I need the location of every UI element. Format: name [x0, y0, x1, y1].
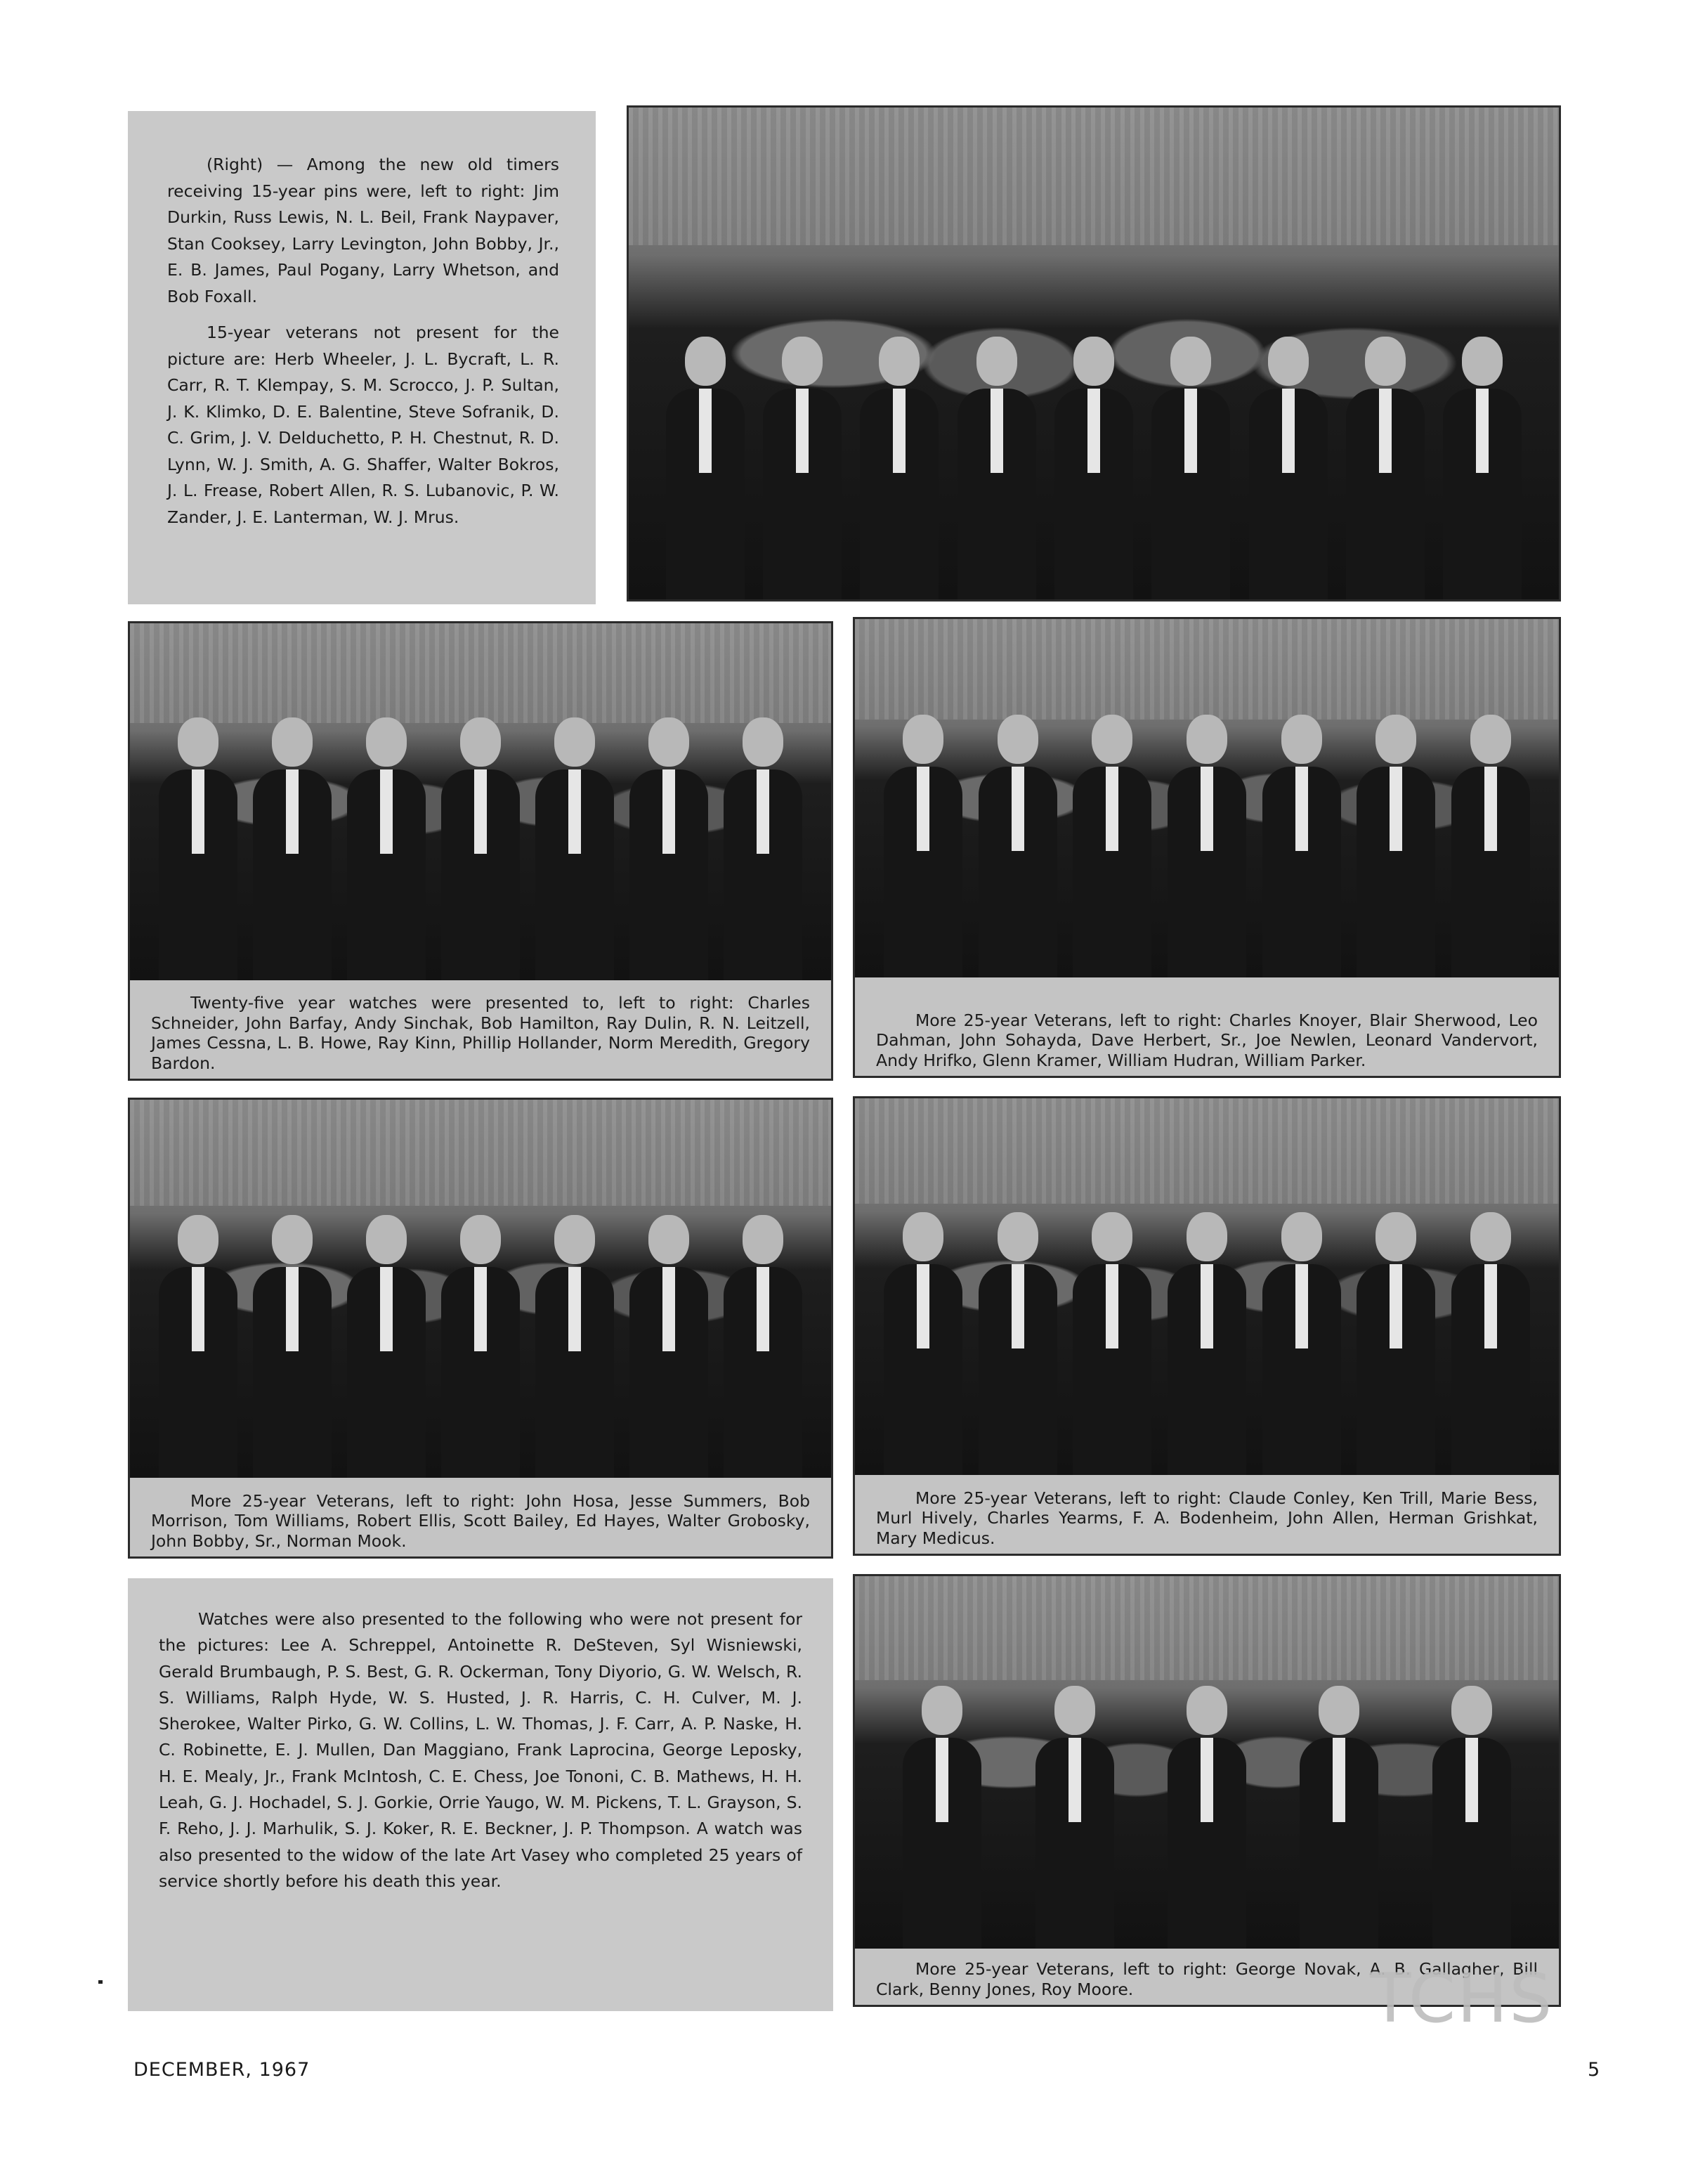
issue-date: DECEMBER, 1967	[133, 2059, 311, 2081]
group-photograph	[629, 108, 1559, 599]
photo-fifteen-year-group	[627, 105, 1561, 602]
page-number: 5	[1588, 2059, 1600, 2081]
photo-caption: More 25-year Veterans, left to right: John Hosa, Jesse Summers, Bob Morrison, Tom Williams, Robert Ellis, Scott Bailey, Ed Hayes, Walter Grobosky, John Bobby, Sr., Norman Mook.	[151, 1490, 810, 1551]
fifteen-year-paragraph-2: 15-year veterans not present for the picture are: Herb Wheeler, J. L. Bycraft, L. R. Carr, R. T. Klempay, S. M. Scrocco, J. P. Sultan, J. K. Klimko, D. E. Balentine, Steve Sofranik, D. C. Grim, J. V. Delduchetto, P. H. Chestnut, R. D. Lynn, W. J. Smith, A. G. Shaffer, Walter Bokros, J. L. Frease, Robert Allen, R. S. Lubanovic, P. W. Zander, J. E. Lanterman, W. J. Mrus.	[167, 323, 559, 527]
photo-card-more-veterans-1	[853, 617, 1561, 1078]
photo-caption: Twenty-five year watches were presented to, left to right: Charles Schneider, John Barfay, Andy Sinchak, Bob Hamilton, Ray Dulin, R. N. Leitzell, James Cessna, L. B. Howe, Ray Kinn, Phillip Hollander, Norm Meredith, Gregory Bardon.	[151, 993, 810, 1073]
photo-caption: More 25-year Veterans, left to right: George Novak, A. B. Gallagher, Bill Clark, Benny Jones, Roy Moore.	[876, 1959, 1538, 1999]
group-photograph	[855, 1576, 1559, 1949]
photo-caption: More 25-year Veterans, left to right: Claude Conley, Ken Trill, Marie Bess, Murl Hively, Charles Yearms, F. A. Bodenheim, John Allen, Herman Grishkat, Mary Medicus.	[876, 1488, 1538, 1548]
print-speck	[98, 1980, 103, 1984]
photo-card-more-veterans-3	[853, 1096, 1561, 1556]
group-photograph	[130, 1100, 831, 1478]
tchs-watermark: TCHS	[1370, 1959, 1554, 2038]
watches-not-present-note	[128, 1578, 833, 2011]
photo-caption: More 25-year Veterans, left to right: Charles Knoyer, Blair Sherwood, Leo Dahman, John Sohayda, Dave Herbert, Sr., Joe Newlen, Leonard Vandervort, Andy Hrifko, Glenn Kramer, William Hudran, William Parker.	[876, 1010, 1538, 1070]
fifteen-year-paragraph-1: (Right) — Among the new old timers receiving 15-year pins were, left to right: Jim Durkin, Russ Lewis, N. L. Beil, Frank Naypaver, Stan Cooksey, Larry Levington, John Bobby, Jr., E. B. James, Paul Pogany, Larry Whetson, and Bob Foxall.	[167, 155, 559, 306]
group-photograph	[855, 619, 1559, 977]
photo-card-more-veterans-2	[128, 1098, 833, 1559]
photo-card-twenty-five-year-watches	[128, 621, 833, 1081]
photo-card-more-veterans-4	[853, 1574, 1561, 2007]
watches-not-present-paragraph: Watches were also presented to the following who were not present for the pictures: Lee A. Schreppel, Antoinette R. DeSteven, Syl Wisniewski, Gerald Brumbaugh, P. S. Best, G. R. Ockerman, Tony Diyorio, G. W. Welsch, R. S. Williams, Ralph Hyde, W. S. Husted, J. R. Harris, C. H. Culver, M. J. Sherokee, Walter Pirko, G. W. Collins, L. W. Thomas, J. F. Carr, A. P. Naske, H. C. Robinette, E. J. Mullen, Dan Maggiano, Frank Laprocina, George Leposky, H. E. Mealy, Jr., Frank McIntosh, C. E. Chess, Joe Tononi, C. B. Mathews, H. H. Leah, G. J. Hochadel, S. J. Gorkie, Orrie Yaugo, W. M. Pickens, T. L. Grayson, S. F. Reho, J. J. Marhulik, S. J. Koker, R. E. Beckner, J. P. Thompson. A watch was also presented to the widow of the late Art Vasey who completed 25 years of service shortly before his death this year.	[159, 1609, 802, 1891]
group-photograph	[855, 1098, 1559, 1475]
group-photograph	[130, 623, 831, 980]
fifteen-year-note	[128, 111, 596, 604]
